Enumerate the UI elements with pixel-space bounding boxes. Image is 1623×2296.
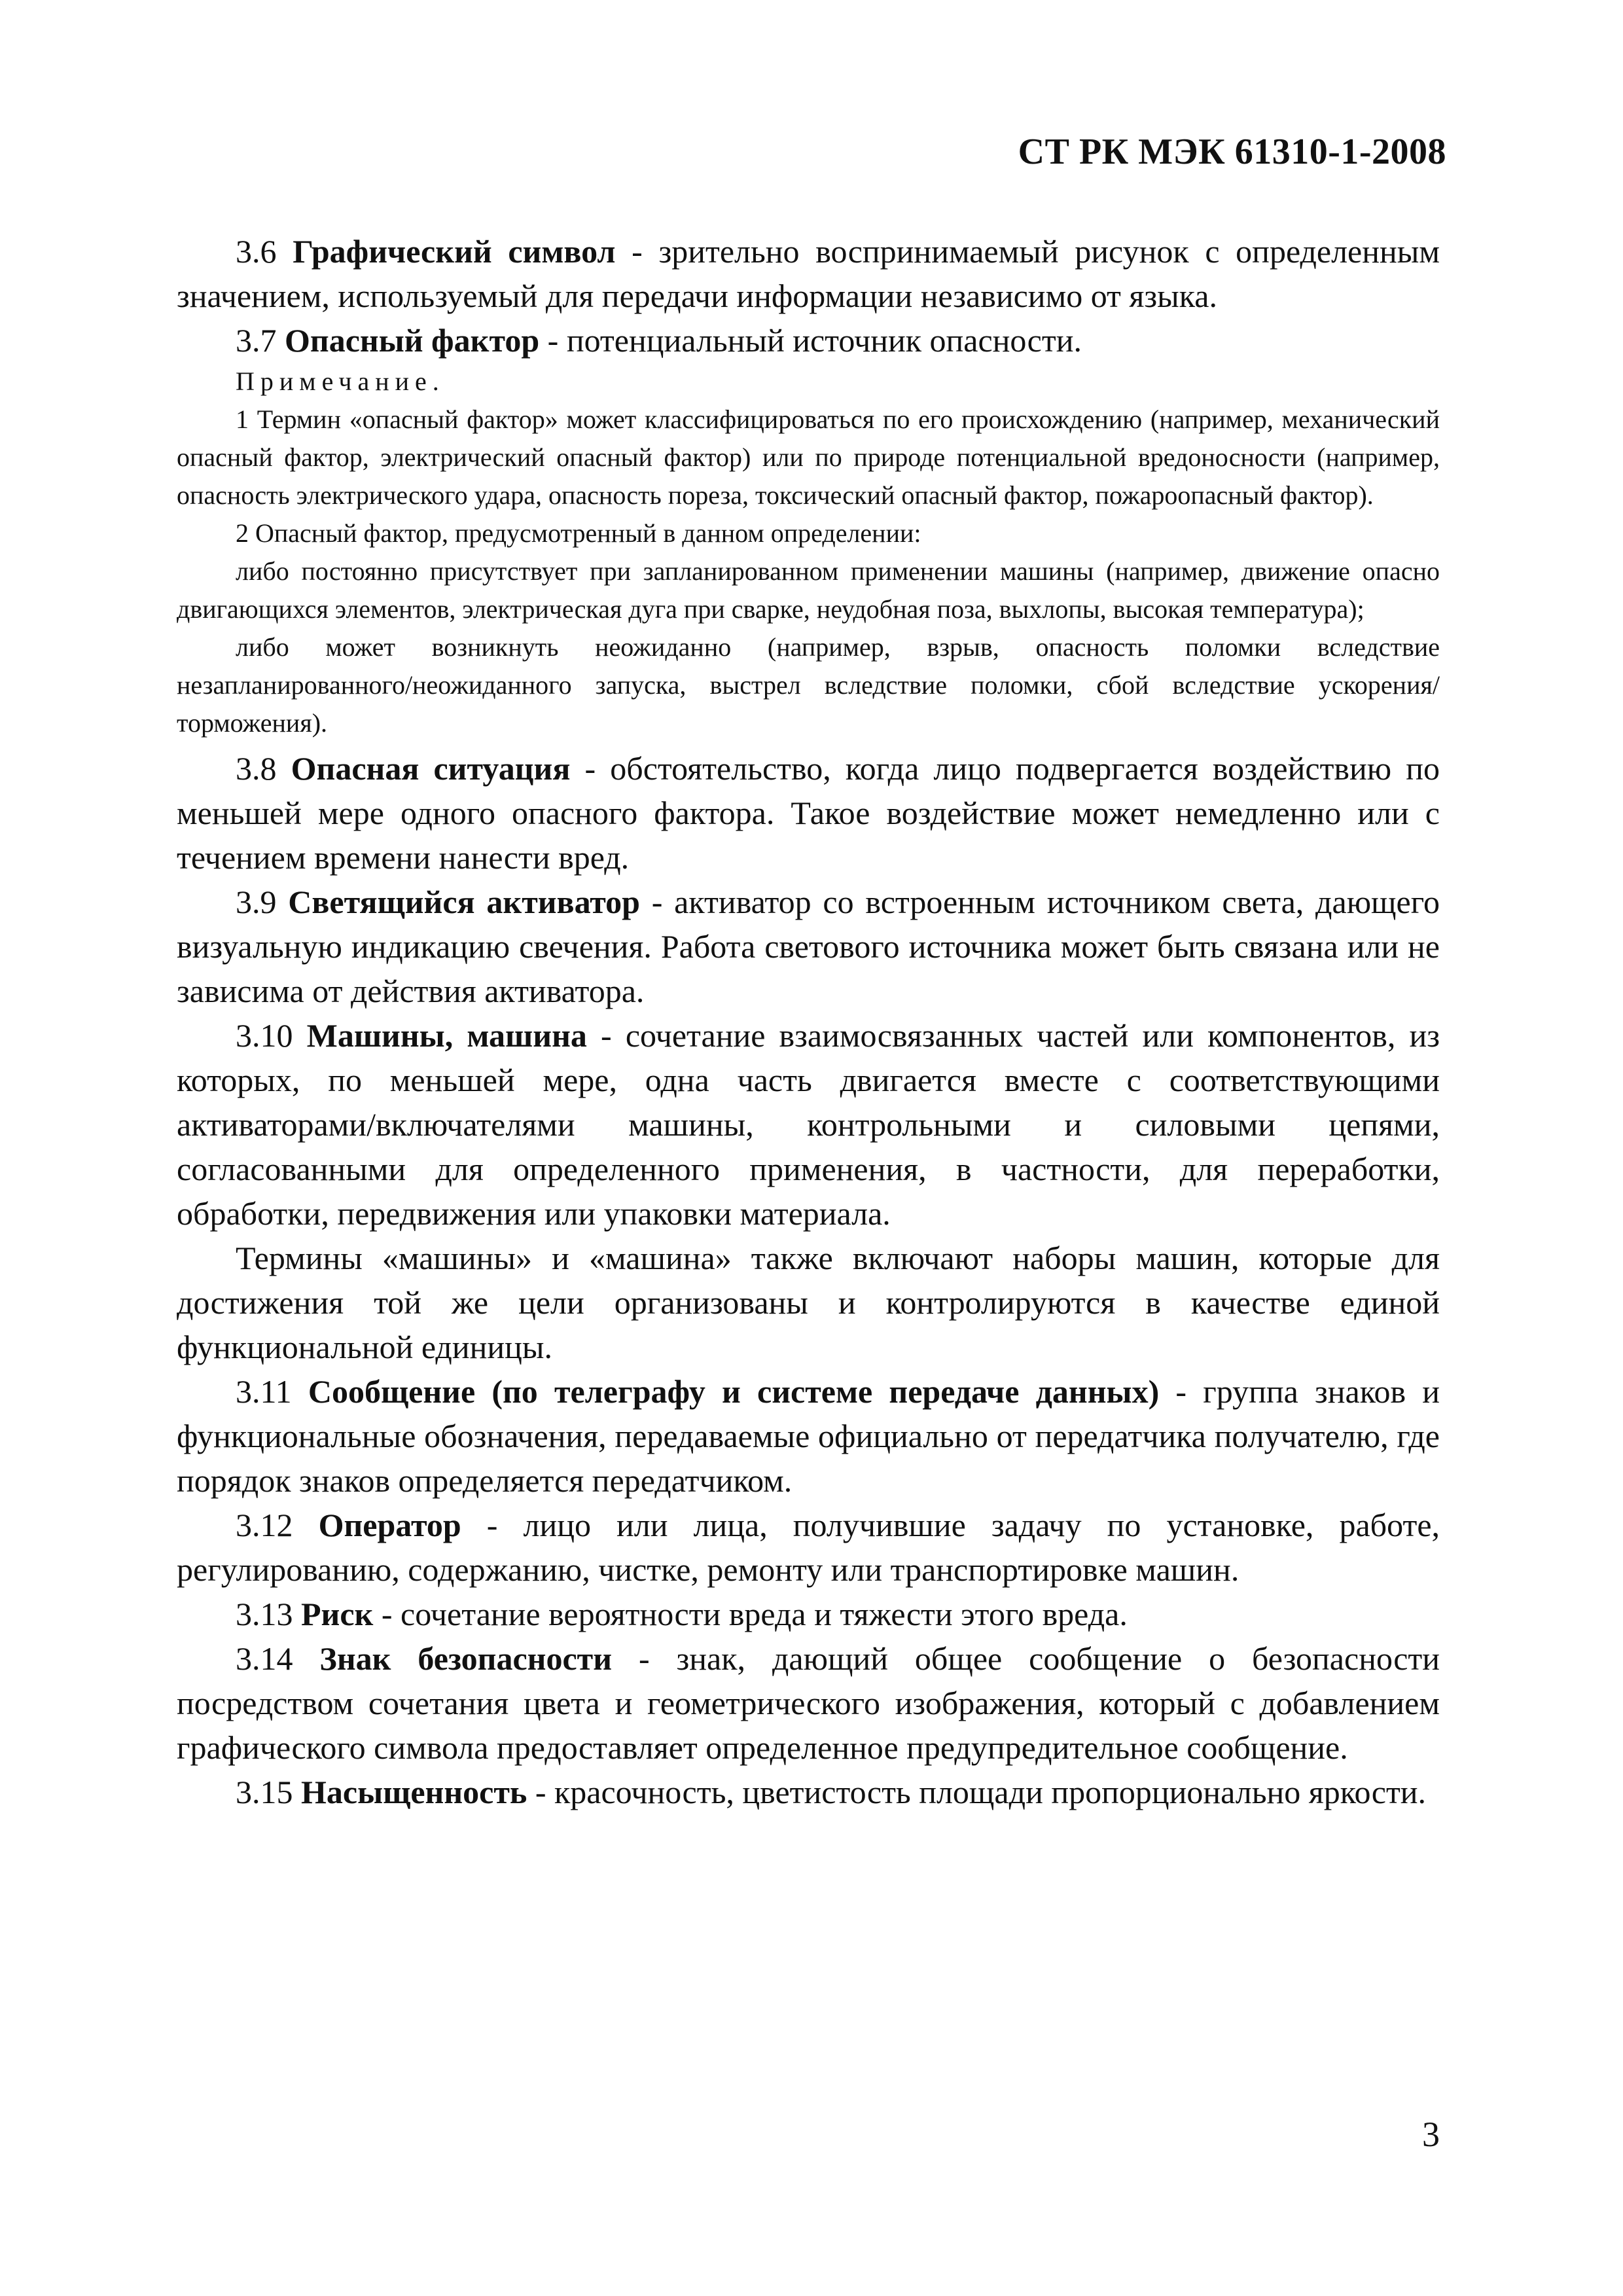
term: Светящийся активатор: [288, 884, 640, 920]
clause-number: 3.15: [236, 1774, 293, 1810]
note-item-2b: либо может возникнуть неожиданно (например, взрыв, опасность поломки вследствие незапланированного/неожиданного запуска, выстрел вследствие поломки, сбой вследствие ускорения/торможения).: [177, 632, 1440, 738]
definition-text: - активатор со встроенным источником света, дающего визуальную индикацию свечения. Работа светового источника может быть связана или не зависима от действия активатора.: [177, 884, 1440, 1009]
definition-text: - группа знаков и функциональные обозначения, передаваемые официально от передатчика получателю, где порядок знаков определяется передатчиком.: [177, 1373, 1440, 1499]
definition-3-6: [177, 229, 1440, 318]
note-item-2a: либо постоянно присутствует при запланированном применении машины (например, движение опасно двигающихся элементов, электрическая дуга при сварке, неудобная поза, выхлопы, высокая температура);: [177, 556, 1440, 624]
clause-number: 3.11: [236, 1373, 292, 1410]
term: Знак безопасности: [319, 1640, 613, 1677]
definition-3-12: [177, 1503, 1440, 1592]
definition-text: - знак, дающий общее сообщение о безопасности посредством сочетания цвета и геометрического изображения, который с добавлением графического символа предоставляет определенное предупредительное сообщение.: [177, 1640, 1440, 1766]
term: Насыщенность: [301, 1774, 527, 1810]
note-label: Примечание.: [236, 367, 445, 396]
note-item-1: 1 Термин «опасный фактор» может классифицироваться по его происхождению (например, механический опасный фактор, электрический опасный фактор) или по природе потенциальной вредоносности (например, опасность электрического удара, опасность пореза, токсический опасный фактор, пожароопасный фактор).: [177, 404, 1440, 510]
note-item-2: 2 Опасный фактор, предусмотренный в данном определении:: [236, 518, 921, 548]
clause-number: 3.7: [236, 322, 277, 359]
term: Опасная ситуация: [291, 750, 571, 787]
clause-number: 3.10: [236, 1017, 293, 1054]
term: Графический символ: [293, 233, 616, 270]
clause-number: 3.13: [236, 1596, 293, 1632]
plain-paragraph: Термины «машины» и «машина» также включают наборы машин, которые для достижения той же цели организованы и контролируются в качестве единой функциональной единицы.: [177, 1240, 1440, 1365]
definition-3-15: [177, 1770, 1440, 1814]
definition-3-7: [177, 318, 1440, 363]
clause-number: 3.14: [236, 1640, 293, 1677]
clause-number: 3.9: [236, 884, 277, 920]
definition-text: - сочетание вероятности вреда и тяжести этого вреда.: [373, 1596, 1128, 1632]
definition-text: - сочетание взаимосвязанных частей или компонентов, из которых, по меньшей мере, одна часть двигается вместе с соответствующими активаторами/включателями машины, контрольными и силовыми цепями, согласованными для определенного применения, в частности, для переработки, обработки, передвижения или упаковки материала.: [177, 1017, 1440, 1232]
definition-text: - красочность, цветистость площади пропорционально яркости.: [527, 1774, 1427, 1810]
definition-text: - потенциальный источник опасности.: [539, 322, 1082, 359]
definition-3-11: [177, 1369, 1440, 1503]
clause-number: 3.6: [236, 233, 277, 270]
clause-number: 3.12: [236, 1507, 293, 1543]
definition-3-13: [177, 1592, 1440, 1636]
definition-text: - лицо или лица, получившие задачу по установке, работе, регулированию, содержанию, чистке, ремонту или транспортировке машин.: [177, 1507, 1440, 1588]
term: Опасный фактор: [285, 322, 540, 359]
definition-3-10: [177, 1013, 1440, 1236]
term: Машины, машина: [306, 1017, 587, 1054]
definition-text: - обстоятельство, когда лицо подвергается воздействию по меньшей мере одного опасного фактора. Такое воздействие может немедленно или с течением времени нанести вред.: [177, 750, 1440, 876]
definition-3-8: [177, 746, 1440, 880]
page-number: 3: [1422, 2115, 1440, 2154]
definition-3-9: [177, 880, 1440, 1013]
document-code-header: СТ РК МЭК 61310-1-2008: [1018, 132, 1446, 172]
term: Риск: [301, 1596, 374, 1632]
term: Оператор: [318, 1507, 461, 1543]
clause-number: 3.8: [236, 750, 277, 787]
term: Сообщение (по телеграфу и системе передаче данных): [308, 1373, 1160, 1410]
definition-text: - зрительно воспринимаемый рисунок с определенным значением, используемый для передачи информации независимо от языка.: [177, 233, 1440, 314]
definition-3-14: [177, 1636, 1440, 1770]
document-body: [177, 229, 1440, 1814]
